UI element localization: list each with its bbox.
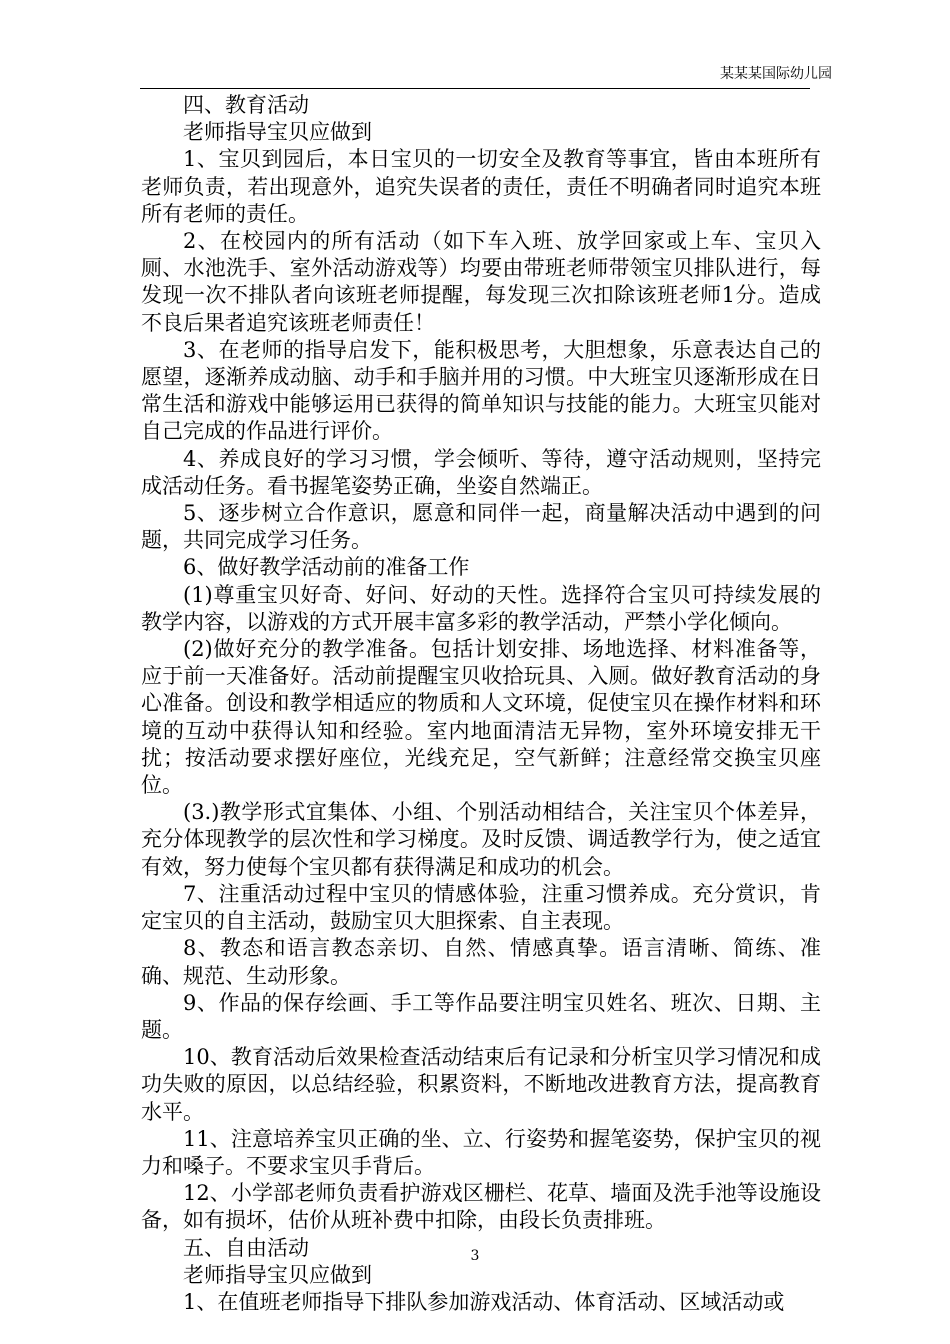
- paragraph: 1、宝贝到园后，本日宝贝的一切安全及教育等事宜，皆由本班所有老师负责，若出现意外，追究失误者的责任，责任不明确者同时追究本班所有老师的责任。: [141, 147, 821, 226]
- header-divider: [140, 88, 810, 89]
- page-number: 3: [470, 1248, 480, 1264]
- paragraph: (3.)教学形式宜集体、小组、个别活动相结合，关注宝贝个体差异，充分体现教学的层次性和学习梯度。及时反馈、调适教学行为，使之适宜有效，努力使每个宝贝都有获得满足和成功的机会。: [141, 800, 821, 879]
- paragraph: 10、教育活动后效果检查活动结束后有记录和分析宝贝学习情况和成功失败的原因，以总结经验，积累资料，不断地改进教育方法，提高教育水平。: [141, 1045, 821, 1124]
- paragraph: 11、注意培养宝贝正确的坐、立、行姿势和握笔姿势，保护宝贝的视力和嗓子。不要求宝贝手背后。: [141, 1126, 821, 1178]
- paragraph: 8、教态和语言教态亲切、自然、情感真挚。语言清晰、简练、准确、规范、生动形象。: [141, 936, 821, 988]
- paragraph: 3、在老师的指导启发下，能积极思考，大胆想象，乐意表达自己的愿望，逐渐养成动脑、动手和手脑并用的习惯。中大班宝贝逐渐形成在日常生活和游戏中能够运用已获得的简单知识与技能的能力。大班宝贝能对自己完成的作品进行评价。: [141, 337, 821, 444]
- paragraph: 6、做好教学活动前的准备工作: [183, 555, 470, 580]
- document-header: 某某某国际幼儿园: [720, 66, 832, 82]
- paragraph: (1)尊重宝贝好奇、好问、好动的天性。选择符合宝贝可持续发展的教学内容，以游戏的方式开展丰富多彩的教学活动，严禁小学化倾向。: [141, 582, 821, 634]
- subheading: 老师指导宝贝应做到: [183, 1262, 372, 1287]
- paragraph: 12、小学部老师负责看护游戏区栅栏、花草、墙面及洗手池等设施设备，如有损坏，估价从班补费中扣除，由段长负责排班。: [141, 1181, 821, 1233]
- paragraph: 7、注重活动过程中宝贝的情感体验，注重习惯养成。充分赏识，肯定宝贝的自主活动，鼓励宝贝大胆探索、自主表现。: [141, 881, 821, 934]
- paragraph: 5、逐步树立合作意识，愿意和同伴一起，商量解决活动中遇到的问题，共同完成学习任务。: [141, 501, 821, 553]
- section-heading: 四、教育活动: [183, 93, 309, 117]
- paragraph: (2)做好充分的教学准备。包括计划安排、场地选择、材料准备等，应于前一天准备好。活动前提醒宝贝收拾玩具、入厕。做好教育活动的身心准备。创设和教学相适应的物质和人文环境，促使宝贝在操作材料和环境的互动中获得认知和经验。室内地面清洁无异物，室外环境安排无干扰；按活动要求摆好座位，光线充足，空气新鲜；注意经常交换宝贝座位。: [141, 637, 821, 798]
- subheading: 老师指导宝贝应做到: [183, 120, 372, 145]
- paragraph: 4、养成良好的学习习惯，学会倾听、等待，遵守活动规则，坚持完成活动任务。看书握笔姿势正确，坐姿自然端正。: [141, 446, 821, 498]
- paragraph: 9、作品的保存绘画、手工等作品要注明宝贝姓名、班次、日期、主题。: [141, 990, 821, 1042]
- section-heading: 五、自由活动: [183, 1235, 309, 1260]
- paragraph: 1、在值班老师指导下排队参加游戏活动、体育活动、区域活动或: [183, 1289, 785, 1314]
- document-body: [141, 92, 821, 1316]
- paragraph: 2、在校园内的所有活动（如下车入班、放学回家或上车、宝贝入厕、水池洗手、室外活动游戏等）均要由带班老师带领宝贝排队进行，每发现一次不排队者向该班老师提醒，每发现三次扣除该班老师1分。造成不良后果者追究该班老师责任！: [141, 229, 821, 335]
